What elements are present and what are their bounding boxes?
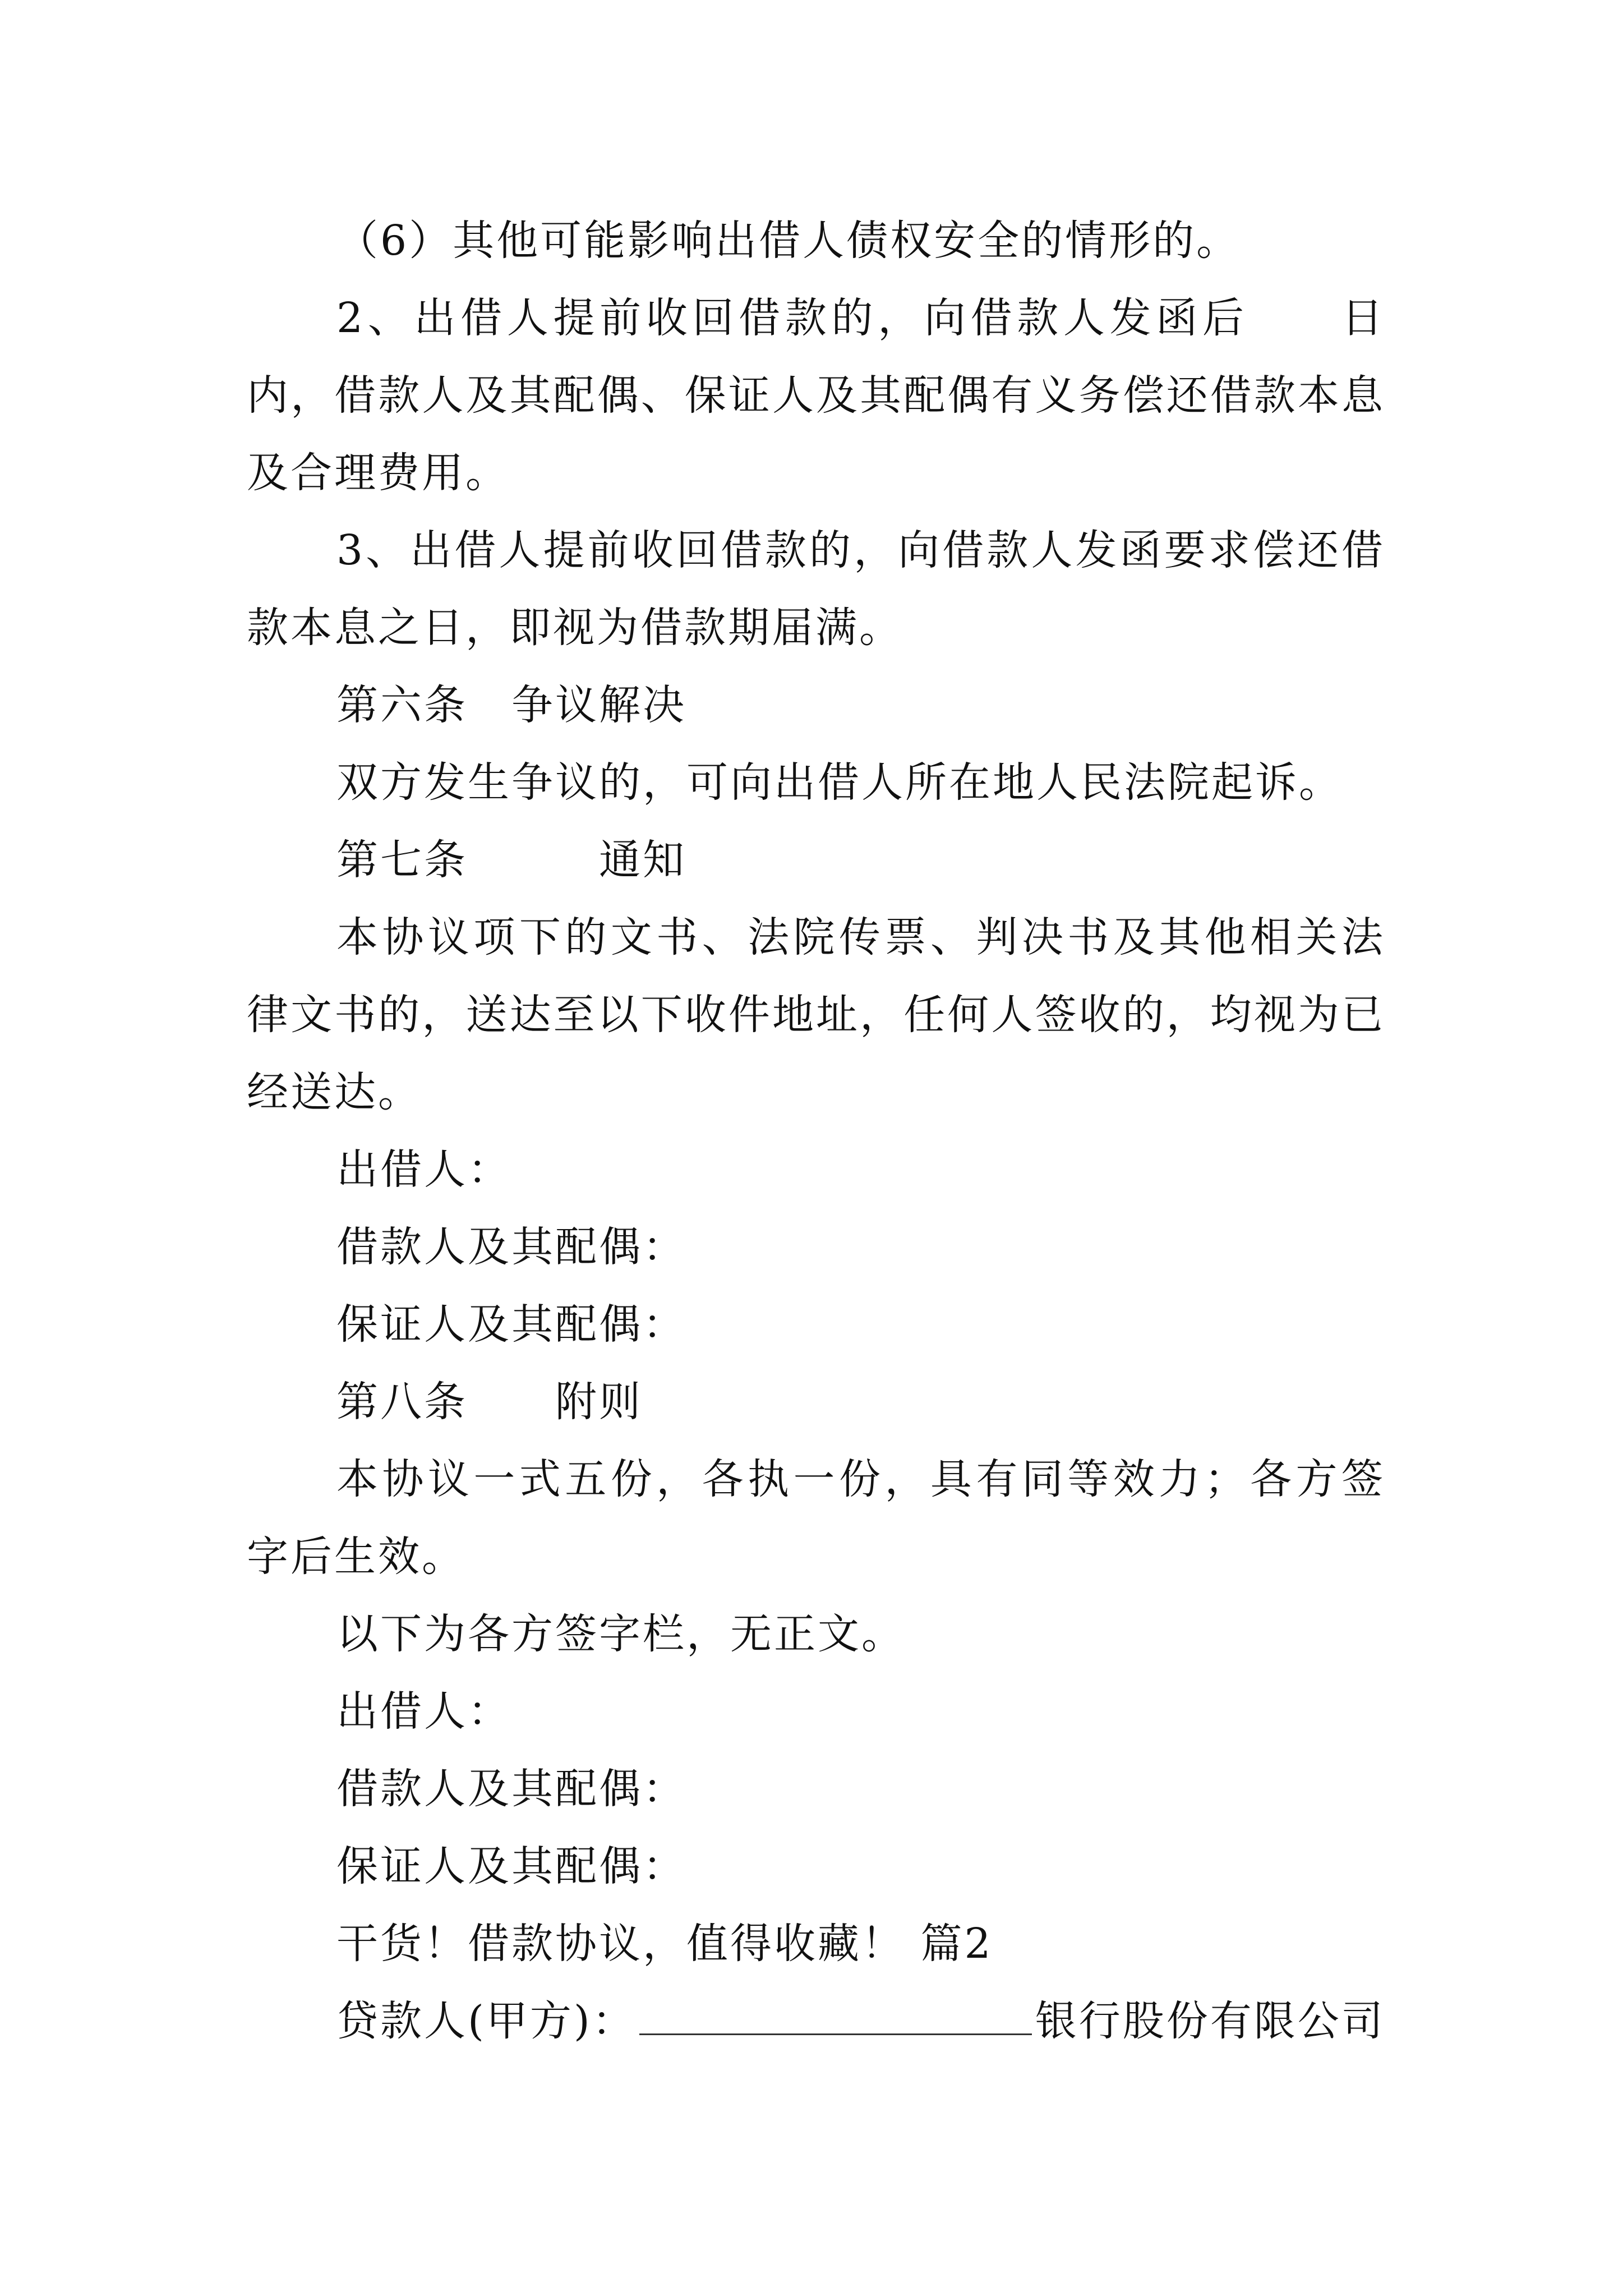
article-7-heading: 第七条 通知 [336,836,686,884]
article-8-heading: 第八条 附则 [336,1378,643,1426]
section-heading-part-2: 干货！借款协议，值得收藏！ 篇2 [336,1920,993,1968]
document-body [247,202,1385,2060]
signature-guarantor-label: 保证人及其配偶： [336,1300,686,1349]
signature-lender-label: 出借人： [336,1145,511,1194]
signature-lender-label-2: 出借人： [336,1687,511,1736]
signature-borrower-label-2: 借款人及其配偶： [336,1765,686,1813]
lender-party-label: 贷款人(甲方)： [336,1997,636,2045]
clause-early-recall-maturity: 3、出借人提前收回借款的，向借款人发函要求偿还借款本息之日，即视为借款期届满。 [247,526,1385,652]
signature-borrower-label: 借款人及其配偶： [336,1223,686,1271]
signature-guarantor-label-2: 保证人及其配偶： [336,1842,686,1890]
lender-party-suffix: 银行股份有限公司 [1035,1997,1385,2045]
clause-6-other-circumstances: （6）其他可能影响出借人债权安全的情形的。 [336,217,1241,265]
lender-party-line [247,1982,1385,2060]
clause-early-recall-deadline: 2、出借人提前收回借款的，向借款人发函后 日内，借款人及其配偶、保证人及其配偶有义务偿还借款本息及合理费用。 [247,294,1385,497]
lender-name-blank [639,1994,1032,2035]
signature-section-note: 以下为各方签字栏，无正文。 [336,1610,905,1658]
article-6-heading: 第六条 争议解决 [336,681,686,729]
article-6-text: 双方发生争议的，可向出借人所在地人民法院起诉。 [336,758,1343,807]
article-7-text: 本协议项下的文书、法院传票、判决书及其他相关法律文书的，送达至以下收件地址，任何人签收的，均视为已经送达。 [247,913,1385,1116]
article-8-text: 本协议一式五份，各执一份，具有同等效力；各方签字后生效。 [247,1455,1385,1581]
